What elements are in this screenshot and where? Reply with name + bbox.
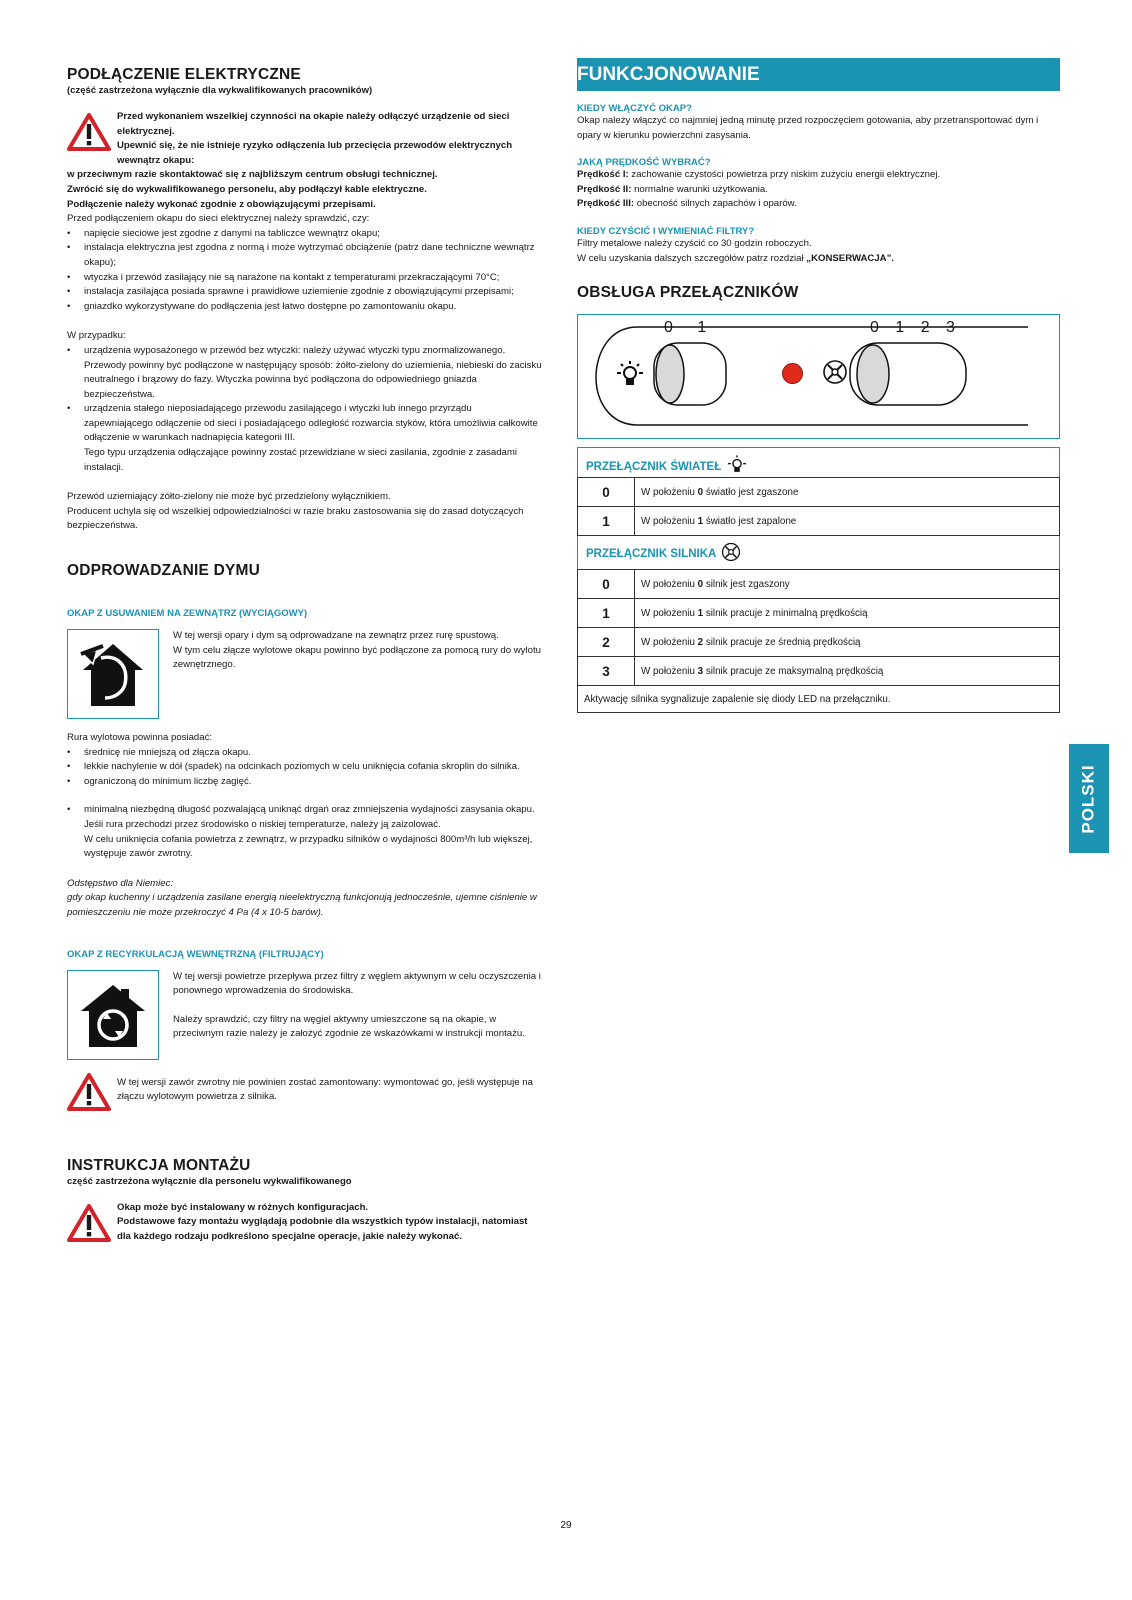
warning-text: Okap może być instalowany w różnych konfiguracjach. (117, 1201, 369, 1213)
pipe-note: Jeśli rura przechodzi przez środowisko o niskiej temperaturze, należy ją zaizolować. (84, 819, 441, 830)
warning-text: Podłączenie należy wykonać zgodnie z obowiązującymi przepisami. (67, 198, 376, 210)
germany-text: gdy okap kuchenny i urządzenia zasilane energią nieelektryczną funkcjonują jednocześnie, ujemne ciśnienie w pomieszczeniu nie może przekroczyć 4 Pa (4 x 10-5 barów). (67, 892, 537, 918)
pipe-intro: Rura wylotowa powinna posiadać: (67, 732, 213, 744)
section-header (577, 58, 1060, 91)
right-column (577, 58, 1060, 713)
electrical-subtitle: (część zastrzeżona wyłącznie dla wykwalifikowanych pracowników) (67, 85, 373, 96)
external-exhaust-icon (67, 629, 159, 719)
recirc-text: Należy sprawdzić, czy filtry na węgiel aktywny umieszczone są na okapie, w przeciwnym razie należy je założyć zgodnie ze wskazówkami w instrukcji montażu. (173, 1013, 525, 1040)
speed-text: normalne warunki użytkowania. (634, 183, 768, 195)
motor-scale: 0 1 2 3 (870, 319, 961, 337)
fan-icon (721, 542, 741, 562)
speed-label: Prędkość I: (577, 169, 629, 181)
install-subtitle: część zastrzeżona wyłącznie dla personelu wykwalifikowanego (67, 1175, 352, 1187)
fan-icon (822, 359, 848, 385)
position-description: W położeniu 0 silnik jest zgaszony (635, 570, 1060, 599)
check-intro: Przed podłączeniem okapu do sieci elektrycznej należy sprawdzić, czy: (67, 213, 370, 225)
warning-text: Przed wykonaniem wszelkiej czynności na okapie należy odłączyć urządzenie od sieci elektrycznej. (117, 111, 510, 137)
switches-title: OBSŁUGA PRZEŁĄCZNIKÓW (577, 284, 799, 302)
ground-note: Przewód uziemiający żółto-zielony nie może być przedzielony wyłącznikiem. (67, 491, 391, 503)
list-item: • urządzenia stałego nieposiadającego przewodu zasilającego i wtyczki lub innego przyrządu zapewniającego odłączenie od sieci i posiadającego odległość rozwarcia styków, która umożliwia całkowite odłączenie w warunkach nadnapięcia kategorii III. (67, 402, 543, 446)
list-item: • gniazdko wykorzystywane do podłączenia jest łatwo dostępne po zamontowaniu okapu. (67, 300, 543, 315)
led-note: Aktywację silnika sygnalizuje zapalenie się diody LED na przełączniku. (578, 686, 1060, 713)
install-title: INSTRUKCJA MONTAŻU (67, 1156, 251, 1174)
electrical-warning (67, 110, 543, 168)
table-row (578, 657, 1060, 686)
func-title: FUNKCJONOWANIE (577, 64, 760, 85)
switch-panel-diagram (577, 314, 1060, 439)
position-number: 0 (578, 478, 635, 507)
motor-switch-title: PRZEŁĄCZNIK SILNIKA (586, 548, 717, 561)
list-item: • średnicę nie mniejszą od złącza okapu. (67, 746, 543, 761)
table-row (578, 570, 1060, 599)
recirc-section (67, 970, 543, 1060)
recirc-title: OKAP Z RECYRKULACJĄ WEWNĘTRZNĄ (FILTRUJĄCY) (67, 948, 324, 960)
list-item: • instalacja zasilająca posiada sprawne i prawidłowe uziemienie zgodnie z obowiązującymi przepisami; (67, 285, 543, 300)
check-list (67, 227, 543, 315)
list-item: • urządzenia wyposażonego w przewód bez wtyczki: należy używać wtyczki typu znormalizowanego. Przewody powinny być podłączone w następujący sposób: żółto-zielony do uziemienia, niebieski do zacisku neutralnego i brązowy do fazy. Wtyczka powinna być podłączona do odpowiedniego gniazda bezpieczeństwa. (67, 344, 543, 402)
warning-text: Zwrócić się do wykwalifikowanego personelu, aby podłączył kable elektryczne. (67, 183, 427, 195)
list-item: • ograniczoną do minimum liczbę zagięć. (67, 775, 543, 790)
motor-switch-header (577, 536, 1060, 569)
speed-title: JAKĄ PRĘDKOŚĆ WYBRAĆ? (577, 157, 711, 169)
filters-text: Filtry metalowe należy czyścić co 30 godzin roboczych. (577, 237, 812, 249)
light-switch-header (577, 447, 1060, 477)
led-indicator (782, 363, 803, 384)
electrical-title: PODŁĄCZENIE ELEKTRYCZNE (67, 66, 301, 83)
case-list (67, 344, 543, 446)
warning-icon (67, 1204, 111, 1242)
recirculation-icon (67, 970, 159, 1060)
position-number: 2 (578, 628, 635, 657)
list-item: • minimalną niezbędną długość pozwalającą uniknąć drgań oraz zmniejszenia wydajności zasysania okapu. (67, 803, 543, 818)
table-row (578, 628, 1060, 657)
language-tab-label: POLSKI (1079, 763, 1099, 834)
speed-label: Prędkość III: (577, 198, 635, 210)
filters-ref: „KONSERWACJA”. (806, 252, 895, 264)
external-title: OKAP Z USUWANIEM NA ZEWNĄTRZ (WYCIĄGOWY) (67, 608, 308, 620)
filters-text: W celu uzyskania dalszych szczegółów patrz rozdział (577, 252, 804, 264)
install-warning (67, 1201, 543, 1245)
list-item: • lekkie nachylenie w dół (spadek) na odcinkach poziomych w celu uniknięcia cofania skroplin do silnika. (67, 760, 543, 775)
warning-text: W tej wersji zawór zwrotny nie powinien zostać zamontowany: wymontować go, jeśli występuje na złączu wylotowym powietrza z silnika. (117, 1076, 533, 1103)
list-item: • wtyczka i przewód zasilający nie są narażone na kontakt z temperaturami przekraczającymi 70°C; (67, 271, 543, 286)
external-section (67, 629, 543, 719)
warning-text: w przeciwnym razie skontaktować się z najbliższym centrum obsługi technicznej. (67, 169, 438, 181)
warning-icon (67, 1073, 111, 1111)
table-row (578, 686, 1060, 713)
list-item: • instalacja elektryczna jest zgodna z normą i może wytrzymać obciążenie (patrz dane techniczne wewnątrz okapu); (67, 241, 543, 270)
pipe-list-2 (67, 803, 543, 818)
pipe-note: W celu uniknięcia cofania powietrza z zewnątrz, w przypadku silników o wydajności 800m³/h lub większej, występuje zawór zwrotny. (84, 833, 533, 860)
speed-text: zachowanie czystości powietrza przy niskim zużyciu energii elektrycznej. (631, 169, 941, 181)
case-intro: W przypadku: (67, 330, 126, 342)
warning-text: Podstawowe fazy montażu wyglądają podobnie dla wszystkich typów instalacji, natomiast dla każdego rodzaju podkreślono specjalne operacje, jakie należy wykonać. (117, 1216, 528, 1242)
pipe-list (67, 746, 543, 790)
position-number: 1 (578, 599, 635, 628)
page-number: 29 (560, 1520, 572, 1531)
position-number: 3 (578, 657, 635, 686)
table-row (578, 599, 1060, 628)
left-column (67, 66, 543, 1244)
position-description: W położeniu 0 światło jest zgaszone (635, 478, 1060, 507)
smoke-title: ODPROWADZANIE DYMU (67, 562, 261, 580)
table-row (578, 507, 1060, 536)
recirc-text: W tej wersji powietrze przepływa przez filtry z węglem aktywnym w celu oczyszczenia i ponownego wprowadzenia do środowiska. (173, 970, 541, 997)
germany-title: Odstępstwo dla Niemiec: (67, 877, 174, 889)
position-description: W położeniu 2 silnik pracuje ze średnią prędkością (635, 628, 1060, 657)
case-note: Tego typu urządzenia odłączające powinny zostać przewidziane w sieci zasilania, zgodnie z zasadami instalacji. (84, 447, 518, 473)
light-bulb-icon (726, 454, 748, 476)
language-tab (1069, 744, 1109, 853)
when-on-title: KIEDY WŁĄCZYĆ OKAP? (577, 103, 692, 114)
light-switch-table (577, 477, 1060, 536)
warning-icon (67, 113, 111, 151)
external-text: W tej wersji opary i dym są odprowadzane na zewnątrz przez rurę spustową. (173, 630, 499, 642)
light-scale: 0 1 (664, 319, 717, 337)
speed-text: obecność silnych zapachów i oparów. (636, 198, 797, 210)
filters-title: KIEDY CZYŚCIĆ I WYMIENIAĆ FILTRY? (577, 225, 755, 237)
position-description: W położeniu 3 silnik pracuje ze maksymalną prędkością (635, 657, 1060, 686)
external-text: W tym celu złącze wylotowe okapu powinno być podłączone za pomocą rury do wylotu zewnętrznego. (173, 644, 541, 671)
when-on-text: Okap należy włączyć co najmniej jedną minutę przed rozpoczęciem gotowania, aby przetransportować dym i opary w kierunku powierzchni zasysania. (577, 115, 1039, 141)
light-bulb-icon (614, 359, 646, 391)
warning-text: Upewnić się, że nie istnieje ryzyko odłączenia lub przecięcia przewodów elektrycznych wewnątrz okapu: (117, 140, 513, 166)
position-number: 0 (578, 570, 635, 599)
recirc-warning (67, 1070, 543, 1111)
position-description: W położeniu 1 silnik pracuje z minimalną prędkością (635, 599, 1060, 628)
liability-note: Producent uchyla się od wszelkiej odpowiedzialności w razie braku zastosowania się do zasad dotyczących bezpieczeństwa. (67, 505, 524, 532)
position-description: W położeniu 1 światło jest zapalone (635, 507, 1060, 536)
speed-label: Prędkość II: (577, 183, 632, 195)
motor-switch-table (577, 569, 1060, 713)
position-number: 1 (578, 507, 635, 536)
light-switch-title: PRZEŁĄCZNIK ŚWIATEŁ (586, 461, 722, 474)
table-row (578, 478, 1060, 507)
list-item: • napięcie sieciowe jest zgodne z danymi na tabliczce wewnątrz okapu; (67, 227, 543, 242)
